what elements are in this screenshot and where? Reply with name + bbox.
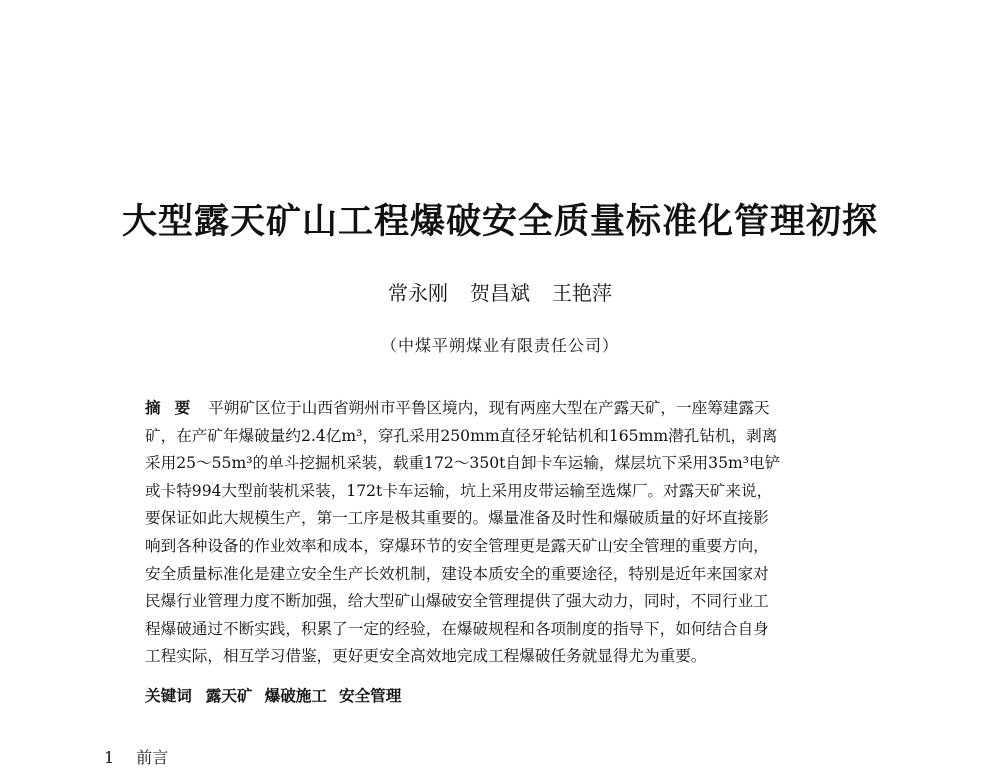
author-name: 贺昌斌 <box>470 281 530 305</box>
section-number: 1 <box>104 748 115 767</box>
abstract-line: 响到各种设备的作业效率和成本，穿爆环节的安全管理更是露天矿山安全管理的重要方向， <box>145 536 769 555</box>
abstract-line: 采用25～55m³的单斗挖掘机采装，载重172～350t自卸卡车运输，煤层坑下采用35m³电铲 <box>145 454 781 473</box>
abstract-line: 要保证如此大规模生产，第一工序是极其重要的。爆量准备及时性和爆破质量的好坏直接影 <box>145 509 769 528</box>
abstract-line: 或卡特994大型前装机采装，172t卡车运输，坑上采用皮带运输至选煤厂。对露天矿来说， <box>145 481 773 500</box>
abstract-line: 工程实际，相互学习借鉴，更好更安全高效地完成工程爆破任务就显得尤为重要。 <box>145 647 707 666</box>
abstract-text: 平朔矿区位于山西省朔州市平鲁区境内，现有两座大型在产露天矿，一座筹建露天 <box>208 399 770 417</box>
section-title: 前言 <box>136 748 169 767</box>
author-name: 王艳萍 <box>552 281 612 305</box>
section-heading <box>104 745 168 771</box>
abstract <box>145 394 857 671</box>
paper-title: 大型露天矿山工程爆破安全质量标准化管理初探 <box>121 201 878 242</box>
abstract-label: 摘要 <box>145 398 205 417</box>
affiliation: （中煤平朔煤业有限责任公司） <box>380 336 619 355</box>
keywords-label: 关键词 <box>145 686 192 705</box>
abstract-line: 矿，在产矿年爆破量约2.4亿m³，穿孔采用250mm直径牙轮钻机和165mm潜孔钻机，剥离 <box>145 426 778 445</box>
keyword: 露天矿 <box>205 686 253 705</box>
abstract-line: 民爆行业管理力度不断加强，给大型矿山爆破安全管理提供了强大动力，同时，不同行业工 <box>145 592 769 611</box>
author-list <box>0 278 1000 308</box>
author-name: 常永刚 <box>388 281 448 305</box>
keyword: 安全管理 <box>338 686 402 705</box>
abstract-line <box>145 394 857 423</box>
abstract-line: 程爆破通过不断实践，积累了一定的经验，在爆破规程和各项制度的指导下，如何结合自身 <box>145 619 769 638</box>
abstract-line: 安全质量标准化是建立安全生产长效机制，建设本质安全的重要途径，特别是近年来国家对 <box>145 564 769 583</box>
keyword: 爆破施工 <box>264 686 327 705</box>
keywords <box>145 683 413 709</box>
